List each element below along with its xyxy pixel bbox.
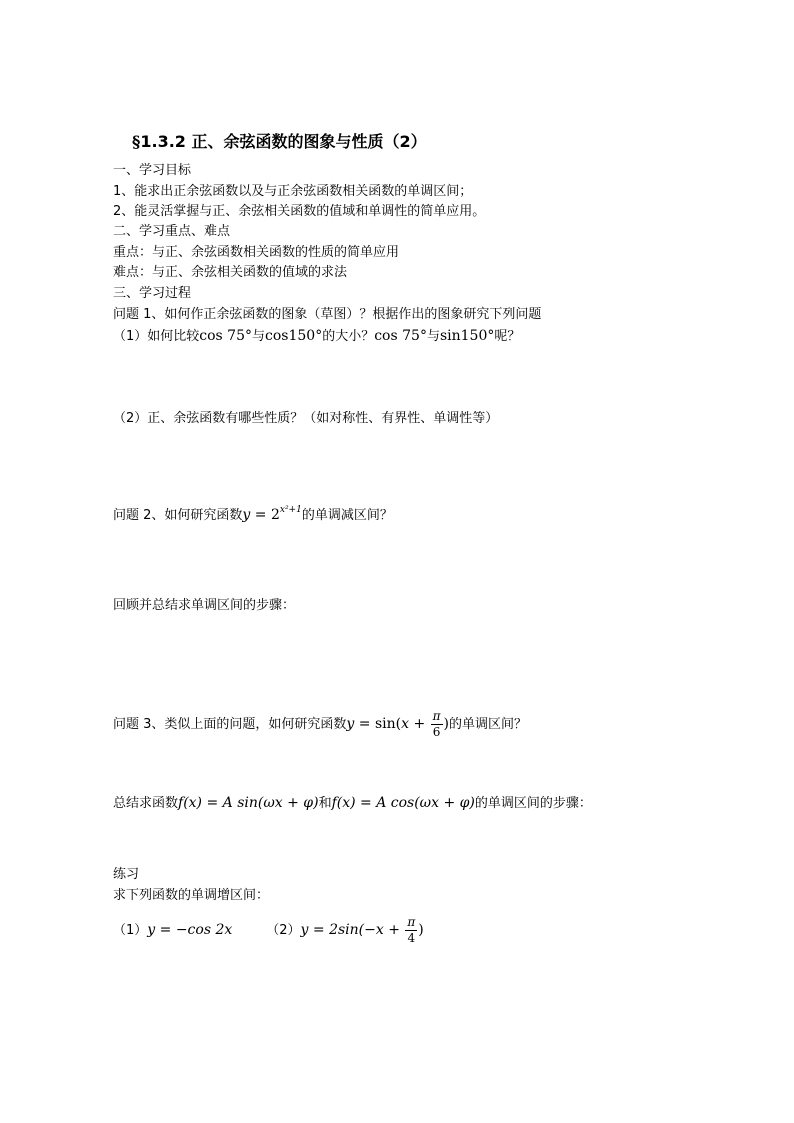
question-1-part-2: （2）正、余弦函数有哪些性质？（如对称性、有界性、单调性等） xyxy=(113,411,499,426)
summary-text-a: 总结求函数 xyxy=(113,796,179,811)
title-text: 1.3.2 正、余弦函数的图象与性质（2） xyxy=(140,132,427,151)
exercise-1-expr: y = −cos 2x xyxy=(147,922,233,938)
summary-formula-cos: f(x) = A cos(ωx + φ) xyxy=(331,795,475,811)
question-2 xyxy=(113,506,393,526)
q2-var-y: y xyxy=(242,507,251,523)
section-sign: § xyxy=(132,132,141,151)
q1p1-text-a: （1）如何比较 xyxy=(113,329,200,344)
practice-instruction: 求下列函数的单调增区间： xyxy=(113,888,270,903)
summary-text-b: 的单调区间的步骤： xyxy=(474,796,592,811)
q1p1-math-1: cos 75° xyxy=(199,328,252,344)
q3-close: ) xyxy=(443,716,450,732)
practice-heading: 练习 xyxy=(113,867,140,882)
q1p1-text-d: 与 xyxy=(426,329,440,344)
q1p1-text-b: 与 xyxy=(252,329,266,344)
summary-formula-sin: f(x) = A sin(ωx + φ) xyxy=(178,795,319,811)
review-prompt: 回顾并总结求单调区间的步骤： xyxy=(113,598,296,613)
q3-eq: = sin( xyxy=(354,716,402,732)
q1p1-math-2: cos150° xyxy=(265,328,323,344)
question-1-intro: 问题 1、如何作正余弦函数的图象（草图）？根据作出的图象研究下列问题 xyxy=(113,307,542,322)
key-point: 重点：与正、余弦函数相关函数的性质的简单应用 xyxy=(113,245,400,260)
q3-frac-den: 6 xyxy=(432,725,441,739)
exercise-2-fraction xyxy=(405,915,417,946)
section-heading-process: 三、学习过程 xyxy=(113,286,192,301)
section-heading-goals: 一、学习目标 xyxy=(113,163,192,178)
q2-text-a: 问题 2、如何研究函数 xyxy=(113,508,243,523)
exercise-2-label: （2） xyxy=(266,923,301,938)
practice-exercises xyxy=(113,914,424,947)
q3-plus: + xyxy=(409,716,430,732)
page-title xyxy=(132,131,427,153)
question-3 xyxy=(113,708,527,741)
q2-exponent: x²+1 xyxy=(279,505,302,515)
goal-item-2: 2、能灵活掌握与正、余弦相关函数的值域和单调性的简单应用。 xyxy=(113,204,486,219)
exercise-2-close: ) xyxy=(418,922,424,938)
q1p1-text-e: 呢？ xyxy=(494,329,521,344)
exercise-2-expr: y = 2sin(−x + xyxy=(300,922,405,938)
q3-fraction xyxy=(431,709,443,740)
summary-prompt xyxy=(113,794,592,813)
q3-text-b: 的单调区间？ xyxy=(449,717,528,732)
q3-frac-num: π xyxy=(432,709,441,723)
goal-item-1: 1、能求出正余弦函数以及与正余弦函数相关函数的单调区间； xyxy=(113,184,473,199)
q2-text-b: 的单调减区间？ xyxy=(301,508,393,523)
q1p1-text-c: 的大小？ xyxy=(322,329,375,344)
question-1-part-1 xyxy=(113,327,520,346)
q3-text-a: 问题 3、类似上面的问题，如何研究函数 xyxy=(113,717,347,732)
q1p1-math-3: cos 75° xyxy=(374,328,427,344)
q3-var-y: y xyxy=(346,716,355,732)
summary-and: 和 xyxy=(318,796,332,811)
q2-eq: = 2 xyxy=(250,507,280,523)
section-heading-focus: 二、学习重点、难点 xyxy=(113,224,231,239)
exercise-1-label: （1） xyxy=(113,923,148,938)
q3-var-x: x xyxy=(401,716,410,732)
difficulty-point: 难点：与正、余弦相关函数的值域的求法 xyxy=(113,265,348,280)
exercise-2-frac-num: π xyxy=(407,915,416,929)
q1p1-math-4: sin150° xyxy=(439,328,495,344)
exercise-2-frac-den: 4 xyxy=(407,931,416,945)
